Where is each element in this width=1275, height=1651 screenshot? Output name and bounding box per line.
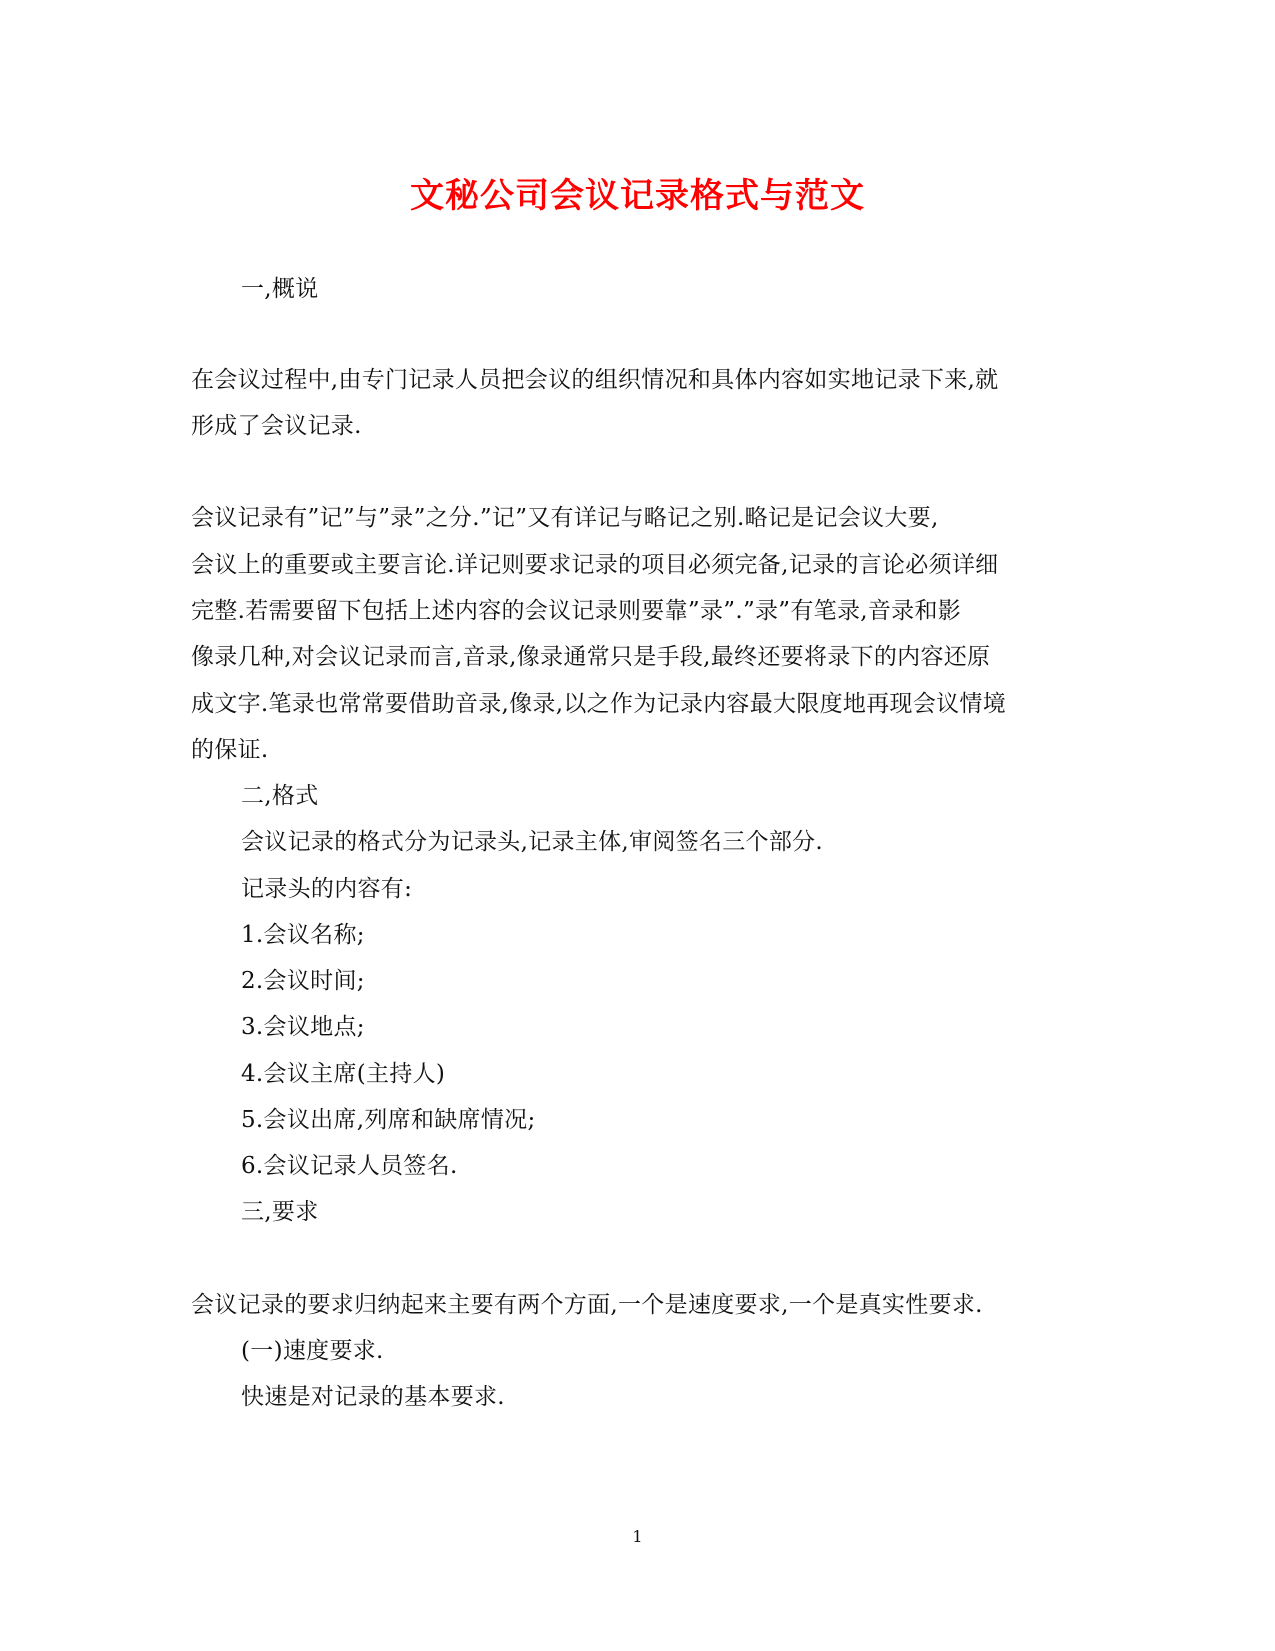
- document-title: 文秘公司会议记录格式与范文: [410, 176, 865, 216]
- section-heading-requirements: 三,要求: [241, 1199, 319, 1225]
- requirements-intro-text: 会议记录的要求归纳起来主要有两个方面,一个是速度要求,一个是真实性要求.: [191, 1292, 983, 1318]
- list-item: 1.会议名称;: [241, 922, 365, 948]
- list-item: 5.会议出席,列席和缺席情况;: [241, 1107, 536, 1133]
- list-item: 4.会议主席(主持人): [241, 1061, 446, 1087]
- section-heading-format: 二,格式: [241, 783, 319, 809]
- sub-heading-speed: (一)速度要求.: [241, 1338, 384, 1364]
- list-item: 6.会议记录人员签名.: [241, 1153, 458, 1179]
- paragraph-line: 形成了会议记录.: [191, 413, 362, 439]
- paragraph-line: 成文字.笔录也常常要借助音录,像录,以之作为记录内容最大限度地再现会议情境: [191, 691, 1007, 717]
- section-heading-overview: 一,概说: [241, 276, 319, 302]
- paragraph-line: 在会议过程中,由专门记录人员把会议的组织情况和具体内容如实地记录下来,就: [191, 367, 999, 393]
- paragraph-line: 完整.若需要留下包括上述内容的会议记录则要靠”录”.”录”有笔录,音录和影: [191, 598, 962, 624]
- header-contents-label: 记录头的内容有:: [241, 876, 413, 902]
- format-intro-text: 会议记录的格式分为记录头,记录主体,审阅签名三个部分.: [241, 829, 824, 855]
- paragraph-line: 的保证.: [191, 737, 269, 763]
- paragraph-line: 会议记录有”记”与”录”之分.”记”又有详记与略记之别.略记是记会议大要,: [191, 505, 939, 531]
- list-item: 3.会议地点;: [241, 1014, 365, 1040]
- paragraph-line: 会议上的重要或主要言论.详记则要求记录的项目必须完备,记录的言论必须详细: [191, 552, 999, 578]
- list-item: 2.会议时间;: [241, 968, 365, 994]
- paragraph-line: 像录几种,对会议记录而言,音录,像录通常只是手段,最终还要将录下的内容还原: [191, 644, 991, 670]
- speed-requirement-text: 快速是对记录的基本要求.: [241, 1384, 505, 1410]
- page-number: 1: [632, 1527, 643, 1546]
